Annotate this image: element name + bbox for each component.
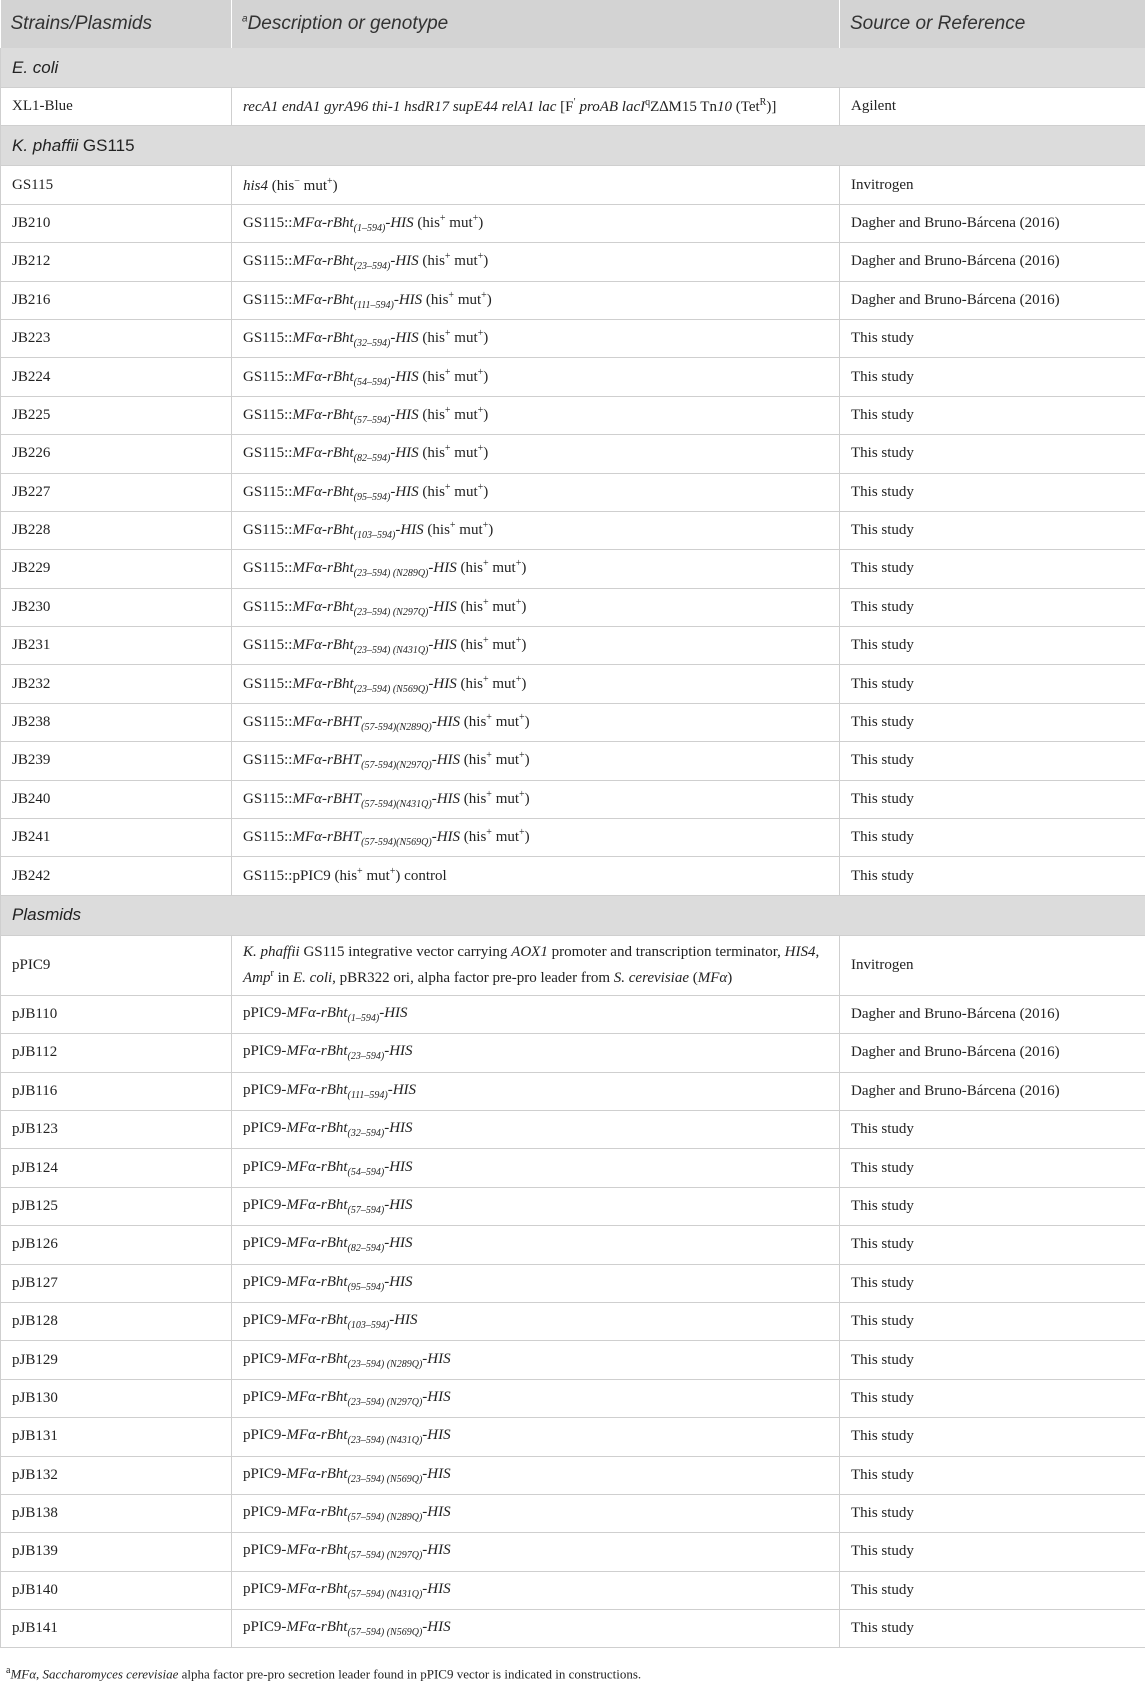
table-row [1,857,1145,895]
row-description: GS115::MFα-rBht$_{(111-594)}$-HIS (his+ mut+) [232,281,840,319]
row-description: pPIC9-MFα-rBht$_{(23-594)}$ $_{(N297Q)}$-HIS [232,1379,840,1417]
table-row [1,1034,1145,1072]
row-name: JB226 [1,435,232,473]
row-description: pPIC9-MFα-rBht$_{(57-594)}$ $_{(N297Q)}$-HIS [232,1533,840,1571]
section-plasmids [1,895,1145,935]
row-source: This study [840,1110,1145,1148]
row-source: This study [840,358,1145,396]
row-name: JB238 [1,703,232,741]
row-description: pPIC9-MFα-rBht$_{(23-594)}$-HIS [232,1034,840,1072]
row-description: GS115::MFα-rBht$_{(95-594)}$-HIS (his+ mut+) [232,473,840,511]
row-name: JB223 [1,319,232,357]
table-row [1,935,1145,995]
table-row [1,1072,1145,1110]
row-name: JB241 [1,819,232,857]
row-name: XL1-Blue [1,88,232,126]
row-description: GS115::MFα-rBht$_{(32-594)}$-HIS (his+ mut+) [232,319,840,357]
table-row [1,703,1145,741]
table-row [1,1302,1145,1340]
row-source: This study [840,511,1145,549]
table-row [1,1379,1145,1417]
table-row [1,358,1145,396]
row-source: Dagher and Bruno-Bárcena (2016) [840,1072,1145,1110]
row-description: GS115::MFα-rBHT$_{(57-594)(N297Q)}$-HIS (his+ mut+) [232,742,840,780]
table-row [1,627,1145,665]
row-name: JB210 [1,204,232,242]
row-source: This study [840,473,1145,511]
row-source: Dagher and Bruno-Bárcena (2016) [840,281,1145,319]
row-name: pJB130 [1,1379,232,1417]
row-name: pJB139 [1,1533,232,1571]
row-name: pJB124 [1,1149,232,1187]
table-row [1,1149,1145,1187]
row-source: This study [840,1379,1145,1417]
row-source: This study [840,857,1145,895]
row-name: JB225 [1,396,232,434]
section-label: Plasmids [1,895,1145,935]
table-row [1,1610,1145,1648]
row-name: JB212 [1,243,232,281]
table-row [1,1494,1145,1532]
row-name: pJB132 [1,1456,232,1494]
table-row [1,550,1145,588]
row-description: pPIC9-MFα-rBht$_{(82-594)}$-HIS [232,1226,840,1264]
row-name: JB232 [1,665,232,703]
row-source: Agilent [840,88,1145,126]
row-name: JB240 [1,780,232,818]
row-description: pPIC9-MFα-rBht$_{(95-594)}$-HIS [232,1264,840,1302]
row-source: This study [840,1494,1145,1532]
table-row [1,995,1145,1033]
table-row [1,511,1145,549]
row-source: This study [840,319,1145,357]
row-source: This study [840,435,1145,473]
row-source: This study [840,819,1145,857]
row-name: pJB110 [1,995,232,1033]
row-name: pJB141 [1,1610,232,1648]
row-name: JB230 [1,588,232,626]
row-source: This study [840,703,1145,741]
header-strains-plasmids: Strains/Plasmids [1,0,232,48]
section-label: E. coli [1,48,1145,88]
row-description: GS115::MFα-rBht$_{(82-594)}$-HIS (his+ mut+) [232,435,840,473]
table-row [1,780,1145,818]
row-source: This study [840,1533,1145,1571]
row-name: pJB138 [1,1494,232,1532]
row-source: Dagher and Bruno-Bárcena (2016) [840,1034,1145,1072]
row-source: This study [840,1610,1145,1648]
row-description: pPIC9-MFα-rBht$_{(1-594)}$-HIS [232,995,840,1033]
table-row [1,473,1145,511]
row-name: pJB112 [1,1034,232,1072]
table-header [1,0,1145,48]
row-description: GS115::MFα-rBHT$_{(57-594)(N431Q)}$-HIS (his+ mut+) [232,780,840,818]
table-row [1,243,1145,281]
row-description: K. phaffii GS115 integrative vector carrying AOX1 promoter and transcription terminator, HIS4, Amp$^r$ in E. coli, pBR322 ori, alpha factor pre-pro leader from S. cerevisiae (MFα) [232,935,840,995]
row-name: JB224 [1,358,232,396]
row-description: pPIC9-MFα-rBht$_{(103-594)}$-HIS [232,1302,840,1340]
row-description: GS115::MFα-rBht$_{(23-594)}$ $_{(N297Q)}$-HIS (his+ mut+) [232,588,840,626]
row-name: pJB125 [1,1187,232,1225]
table-row [1,1187,1145,1225]
row-name: JB242 [1,857,232,895]
row-name: pJB129 [1,1341,232,1379]
row-source: Dagher and Bruno-Bárcena (2016) [840,243,1145,281]
row-description: GS115::MFα-rBHT$_{(57-594)(N289Q)}$-HIS (his+ mut+) [232,703,840,741]
header-source: Source or Reference [840,0,1145,48]
row-source: This study [840,1226,1145,1264]
row-name: pJB116 [1,1072,232,1110]
row-name: GS115 [1,166,232,204]
row-name: JB228 [1,511,232,549]
row-description: pPIC9-MFα-rBht$_{(23-594)}$ $_{(N431Q)}$-HIS [232,1418,840,1456]
row-source: This study [840,550,1145,588]
row-name: JB229 [1,550,232,588]
row-source: This study [840,1456,1145,1494]
row-description: GS115::MFα-rBht$_{(103-594)}$-HIS (his+ mut+) [232,511,840,549]
table-row [1,1226,1145,1264]
row-description: GS115::MFα-rBht$_{(23-594)}$ $_{(N569Q)}$-HIS (his+ mut+) [232,665,840,703]
row-name: JB239 [1,742,232,780]
table-row [1,204,1145,242]
table-row [1,281,1145,319]
row-name: pJB128 [1,1302,232,1340]
row-description: GS115::pPIC9 (his+ mut+) control [232,857,840,895]
row-source: This study [840,1264,1145,1302]
row-description: GS115::MFα-rBht$_{(54-594)}$-HIS (his+ mut+) [232,358,840,396]
row-description: GS115::MFα-rBHT$_{(57-594)(N569Q)}$-HIS (his+ mut+) [232,819,840,857]
table-row [1,1341,1145,1379]
row-description: GS115::MFα-rBht$_{(23-594)}$ $_{(N431Q)}$-HIS (his+ mut+) [232,627,840,665]
row-source: Invitrogen [840,935,1145,995]
row-name: pJB131 [1,1418,232,1456]
row-description: GS115::MFα-rBht$_{(1-594)}$-HIS (his+ mut+) [232,204,840,242]
row-name: pJB127 [1,1264,232,1302]
table-row [1,742,1145,780]
row-name: pJB126 [1,1226,232,1264]
row-description: his4 (his− mut+) [232,166,840,204]
row-description: pPIC9-MFα-rBht$_{(57-594)}$ $_{(N431Q)}$-HIS [232,1571,840,1609]
row-source: This study [840,396,1145,434]
table-row [1,166,1145,204]
row-source: This study [840,1302,1145,1340]
row-name: JB216 [1,281,232,319]
table-row [1,1456,1145,1494]
row-source: This study [840,1571,1145,1609]
table-row [1,1533,1145,1571]
table-row [1,1418,1145,1456]
row-source: This study [840,1418,1145,1456]
table-row [1,1264,1145,1302]
row-name: JB227 [1,473,232,511]
row-source: Dagher and Bruno-Bárcena (2016) [840,204,1145,242]
row-source: This study [840,742,1145,780]
table-row [1,665,1145,703]
row-description: pPIC9-MFα-rBht$_{(54-594)}$-HIS [232,1149,840,1187]
row-source: This study [840,627,1145,665]
row-source: This study [840,1187,1145,1225]
row-description: pPIC9-MFα-rBht$_{(57-594)}$ $_{(N569Q)}$-HIS [232,1610,840,1648]
row-description: GS115::MFα-rBht$_{(23-594)}$-HIS (his+ mut+) [232,243,840,281]
section-kphaffii [1,126,1145,166]
row-source: This study [840,780,1145,818]
table-row [1,435,1145,473]
table-row [1,396,1145,434]
row-name: pJB123 [1,1110,232,1148]
row-source: This study [840,588,1145,626]
section-label: K. phaffii GS115 [1,126,1145,166]
table-row [1,1571,1145,1609]
row-source: This study [840,1341,1145,1379]
row-name: pJB140 [1,1571,232,1609]
table-row [1,819,1145,857]
header-description: $^a$Description or genotype [232,0,840,48]
row-description: pPIC9-MFα-rBht$_{(23-594)}$ $_{(N569Q)}$-HIS [232,1456,840,1494]
row-name: JB231 [1,627,232,665]
table-footnote: $^a$MFα, Saccharomyces cerevisiae alpha factor pre-pro secretion leader found in pPIC9 vector is indicated in constructions. [6,1665,641,1682]
table-row [1,319,1145,357]
row-name: pPIC9 [1,935,232,995]
row-source: This study [840,1149,1145,1187]
section-ecoli [1,48,1145,88]
row-source: Invitrogen [840,166,1145,204]
row-source: Dagher and Bruno-Bárcena (2016) [840,995,1145,1033]
row-description: GS115::MFα-rBht$_{(23-594)}$ $_{(N289Q)}$-HIS (his+ mut+) [232,550,840,588]
row-description: pPIC9-MFα-rBht$_{(57-594)}$-HIS [232,1187,840,1225]
table-row [1,588,1145,626]
row-description: pPIC9-MFα-rBht$_{(57-594)}$ $_{(N289Q)}$-HIS [232,1494,840,1532]
row-description: pPIC9-MFα-rBht$_{(111-594)}$-HIS [232,1072,840,1110]
table-row [1,88,1145,126]
row-description: GS115::MFα-rBht$_{(57-594)}$-HIS (his+ mut+) [232,396,840,434]
row-description: recA1 endA1 gyrA96 thi-1 hsdR17 supE44 relA1 lac [F′ proAB lacI$^q$Z∆M15 Tn10 (Tet$^R$)] [232,88,840,126]
table-row [1,1110,1145,1148]
row-source: This study [840,665,1145,703]
row-description: pPIC9-MFα-rBht$_{(32-594)}$-HIS [232,1110,840,1148]
row-description: pPIC9-MFα-rBht$_{(23-594)}$ $_{(N289Q)}$-HIS [232,1341,840,1379]
